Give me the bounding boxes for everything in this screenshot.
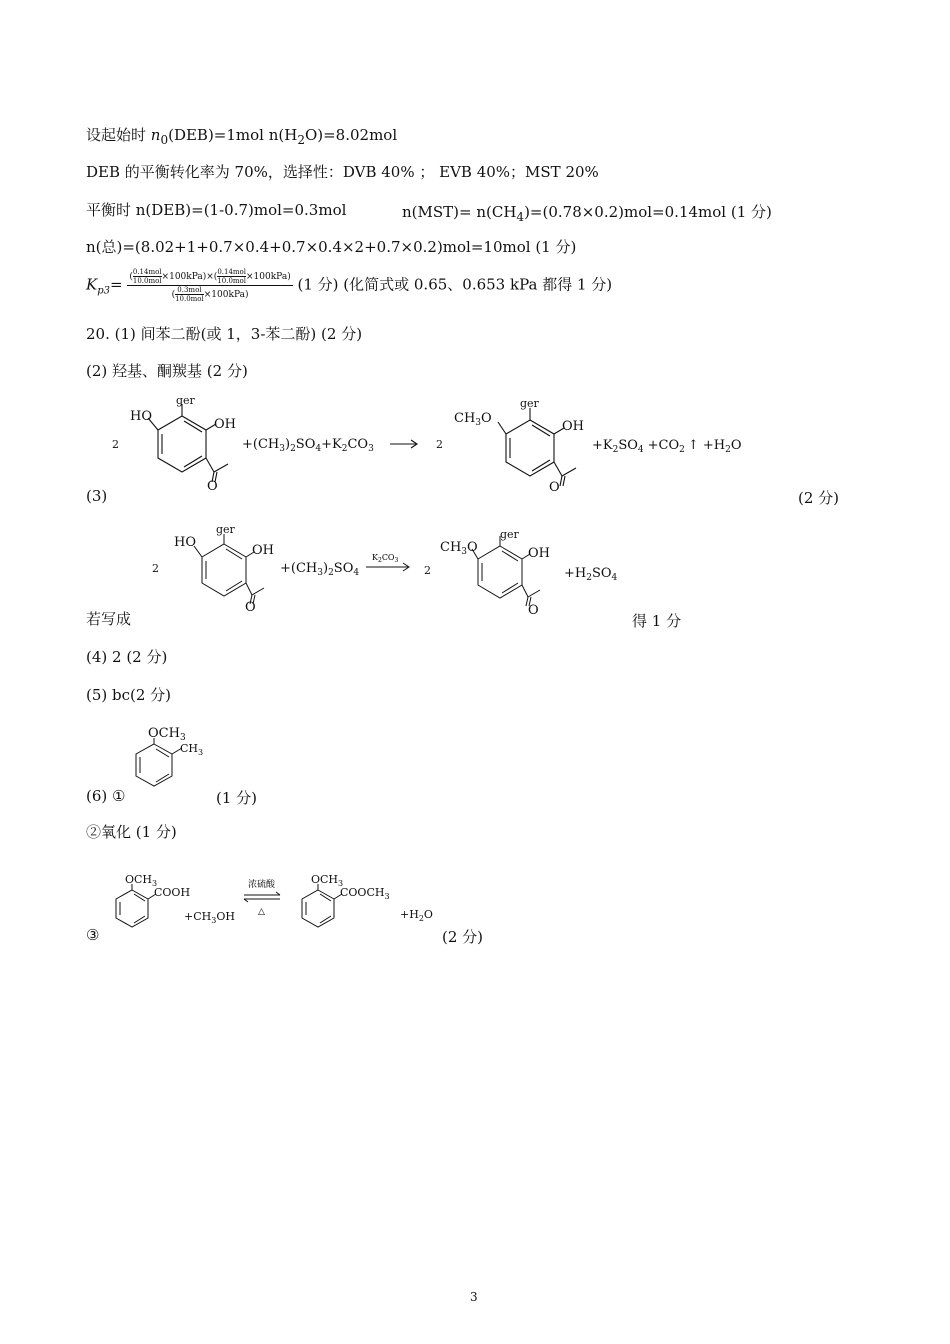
- reaction-1-scheme: [100, 392, 800, 500]
- svg-text:O: O: [207, 479, 218, 494]
- svg-text:COOH: COOH: [154, 886, 191, 899]
- q20-part2: (2) 羟基、酮羰基 (2 分): [86, 362, 248, 380]
- svg-text:HO: HO: [174, 535, 196, 550]
- alt-answer-score: 得 1 分: [632, 612, 682, 630]
- reaction-2-scheme: [140, 522, 640, 618]
- svg-text:OH: OH: [252, 543, 274, 558]
- svg-text:2: 2: [152, 562, 159, 575]
- svg-text:△: △: [258, 907, 265, 917]
- svg-text:O: O: [245, 600, 256, 615]
- q20-part3-label: (3): [86, 487, 108, 505]
- svg-text:+H2SO4: $+H_2SO_4$: [564, 566, 618, 583]
- svg-text:+(CH3)2SO4: $+(CH_3)_2SO_4$: [280, 561, 360, 578]
- reaction-2-arrow: [366, 563, 409, 571]
- q20-part6-3: ③: [86, 926, 100, 944]
- q20-part4: (4) 2 (2 分): [86, 648, 168, 666]
- equilibrium-arrow: [244, 892, 280, 902]
- svg-text:OH: OH: [528, 546, 550, 561]
- line-conversion: DEB 的平衡转化率为 70%，选择性：DVB 40% ； EVB 40%；MST 20%: [86, 163, 599, 181]
- q20-part6-1-score: (1 分): [216, 789, 258, 807]
- line-kp: $K_{p3}=$ ( 0.14mol 10.0mol ×100kPa)×( 0.14mol 10.0mol ×100kPa) ( 0.3mol 10.0mol ×100kPa) (1 分) (化简式或 0.65、0.653 kPa 都得 1 分): [86, 268, 613, 303]
- line-equilibrium-mst: $n(MST)= n(CH_4)=(0.78\times 0.2)mol=0.14mol$ (1 分): [402, 203, 772, 224]
- svg-text:ger: ger: [176, 394, 195, 407]
- line-total-moles: n(总)=(8.02+1+0.7×0.4+0.7×0.4×2+0.7×0.2)mol=10mol (1 分): [86, 238, 577, 256]
- q20-part6-3-score: (2 分): [442, 928, 484, 946]
- reaction-1-arrow: [390, 440, 417, 448]
- svg-text:OCH3: $OCH_3$: [311, 873, 344, 888]
- svg-text:K2CO3: $K_2CO_3$: [372, 553, 399, 564]
- svg-text:CH3O: $CH_3O$: [454, 411, 492, 428]
- svg-text:2: 2: [436, 438, 443, 451]
- reactant-ring: [148, 404, 228, 482]
- svg-text:COOCH3: $COOCH_3$: [340, 886, 390, 901]
- reaction-3-scheme: [100, 868, 440, 944]
- svg-text:O: O: [549, 480, 560, 495]
- svg-text:HO: HO: [130, 409, 152, 424]
- svg-text:CH3: $CH_3$: [180, 742, 204, 757]
- q20-part1: 20. (1) 间苯二酚(或 1，3-苯二酚) (2 分): [86, 325, 363, 343]
- line-equilibrium: 平衡时 n(DEB)=(1-0.7)mol=0.3mol: [86, 201, 347, 219]
- svg-text:OCH3: $OCH_3$: [148, 726, 186, 743]
- kp-fraction: ( 0.14mol 10.0mol ×100kPa)×( 0.14mol 10.0mol ×100kPa) ( 0.3mol 10.0mol ×100kPa): [129, 268, 291, 303]
- q20-part6-2: ②氧化 (1 分): [86, 823, 177, 841]
- svg-text:ger: ger: [500, 528, 519, 541]
- svg-text:+CH3OH: $+CH_3OH$: [184, 910, 235, 925]
- alt-answer-label: 若写成: [86, 610, 132, 628]
- svg-text:+H2O: $+H_2O$: [400, 908, 433, 923]
- q20-part5: (5) bc(2 分): [86, 686, 172, 704]
- svg-text:2: 2: [424, 564, 431, 577]
- svg-text:CH3O: $CH_3O$: [440, 540, 478, 557]
- svg-text:浓硫酸: 浓硫酸: [248, 880, 276, 890]
- svg-text:O: O: [528, 603, 539, 618]
- q20-part6-1: (6) ①: [86, 787, 126, 805]
- svg-text:ger: ger: [520, 397, 539, 410]
- svg-text:2: 2: [112, 438, 119, 451]
- svg-text:ger: ger: [216, 523, 235, 536]
- svg-text:+K2SO4+CO2↑ +H2O: $+K_2SO_4 +CO_2$ ↑ $+H_2O$: [592, 438, 742, 455]
- svg-text:OH: OH: [214, 417, 236, 432]
- page-number: 3: [470, 1290, 478, 1304]
- line-initial-amounts: 设起始时 $n_0(DEB)=1mol$ $n(H_2O)=8.02mol$: [86, 126, 398, 147]
- svg-text:+(CH3)2SO4+K2CO3: $+(CH_3)_2SO_4+K_2CO_3$: [242, 437, 374, 454]
- structure-6-1: [128, 722, 228, 802]
- q20-part3-score: (2 分): [798, 489, 840, 507]
- svg-text:OH: OH: [562, 419, 584, 434]
- svg-text:OCH3: $OCH_3$: [125, 873, 158, 888]
